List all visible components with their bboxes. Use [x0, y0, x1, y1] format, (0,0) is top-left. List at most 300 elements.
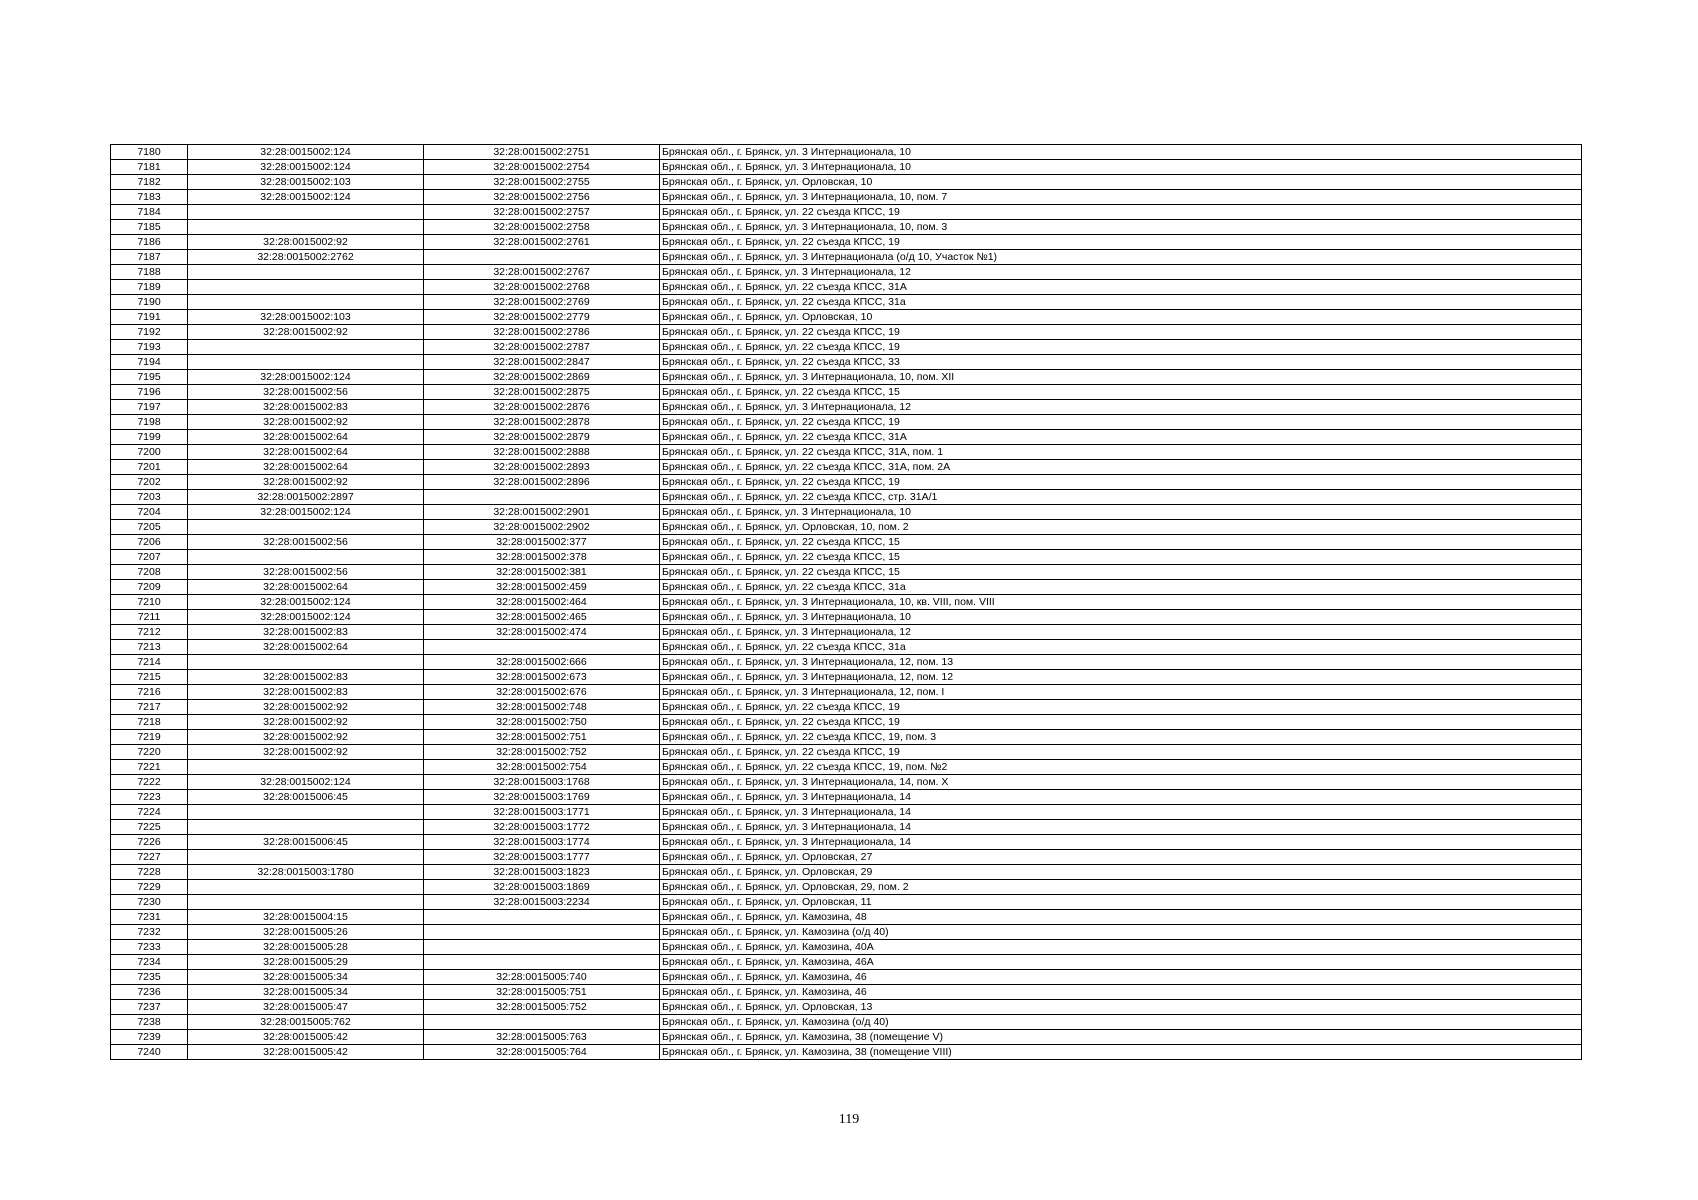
table-row	[111, 685, 1582, 700]
object-number-cell: 32:28:0015003:1769	[424, 790, 660, 805]
row-number-cell: 7215	[111, 670, 188, 685]
table-row	[111, 475, 1582, 490]
row-number-cell: 7191	[111, 310, 188, 325]
row-number-cell: 7189	[111, 280, 188, 295]
object-number-cell: 32:28:0015002:2761	[424, 235, 660, 250]
object-number-cell: 32:28:0015003:1777	[424, 850, 660, 865]
table-row	[111, 925, 1582, 940]
row-number-cell: 7223	[111, 790, 188, 805]
parcel-number-cell: 32:28:0015002:83	[188, 685, 424, 700]
address-cell: Брянская обл., г. Брянск, ул. 3 Интернационала, 10	[660, 505, 1582, 520]
parcel-number-cell: 32:28:0015002:64	[188, 580, 424, 595]
table-row	[111, 625, 1582, 640]
address-cell: Брянская обл., г. Брянск, ул. 3 Интернационала, 12, пом. 13	[660, 655, 1582, 670]
table-row	[111, 490, 1582, 505]
object-number-cell: 32:28:0015005:752	[424, 1000, 660, 1015]
table-row	[111, 460, 1582, 475]
parcel-number-cell	[188, 655, 424, 670]
object-number-cell: 32:28:0015003:2234	[424, 895, 660, 910]
address-cell: Брянская обл., г. Брянск, ул. 22 съезда КПСС, 19	[660, 340, 1582, 355]
row-number-cell: 7212	[111, 625, 188, 640]
object-number-cell: 32:28:0015002:2869	[424, 370, 660, 385]
object-number-cell: 32:28:0015002:378	[424, 550, 660, 565]
parcel-number-cell	[188, 880, 424, 895]
parcel-number-cell: 32:28:0015002:124	[188, 505, 424, 520]
table-row	[111, 655, 1582, 670]
object-number-cell: 32:28:0015002:751	[424, 730, 660, 745]
address-cell: Брянская обл., г. Брянск, ул. 3 Интернационала, 10, пом. 3	[660, 220, 1582, 235]
row-number-cell: 7188	[111, 265, 188, 280]
address-cell: Брянская обл., г. Брянск, ул. 22 съезда КПСС, 15	[660, 535, 1582, 550]
table-row	[111, 610, 1582, 625]
parcel-number-cell: 32:28:0015002:64	[188, 640, 424, 655]
object-number-cell: 32:28:0015002:2758	[424, 220, 660, 235]
parcel-number-cell: 32:28:0015002:56	[188, 565, 424, 580]
parcel-number-cell: 32:28:0015002:92	[188, 730, 424, 745]
parcel-number-cell: 32:28:0015002:56	[188, 535, 424, 550]
row-number-cell: 7232	[111, 925, 188, 940]
row-number-cell: 7192	[111, 325, 188, 340]
table-row	[111, 190, 1582, 205]
table-row	[111, 355, 1582, 370]
object-number-cell: 32:28:0015002:2786	[424, 325, 660, 340]
parcel-number-cell	[188, 550, 424, 565]
address-cell: Брянская обл., г. Брянск, ул. 3 Интернационала, 12	[660, 265, 1582, 280]
address-cell: Брянская обл., г. Брянск, ул. Камозина, 46	[660, 970, 1582, 985]
row-number-cell: 7198	[111, 415, 188, 430]
address-cell: Брянская обл., г. Брянск, ул. Орловская, 27	[660, 850, 1582, 865]
address-cell: Брянская обл., г. Брянск, ул. 3 Интернационала, 14	[660, 805, 1582, 820]
parcel-number-cell: 32:28:0015002:64	[188, 445, 424, 460]
parcel-number-cell	[188, 760, 424, 775]
address-cell: Брянская обл., г. Брянск, ул. 22 съезда КПСС, 31а	[660, 295, 1582, 310]
object-number-cell: 32:28:0015002:2756	[424, 190, 660, 205]
parcel-number-cell: 32:28:0015002:124	[188, 775, 424, 790]
parcel-number-cell: 32:28:0015006:45	[188, 790, 424, 805]
table-row	[111, 970, 1582, 985]
table-row	[111, 820, 1582, 835]
row-number-cell: 7186	[111, 235, 188, 250]
table-row	[111, 835, 1582, 850]
row-number-cell: 7236	[111, 985, 188, 1000]
row-number-cell: 7183	[111, 190, 188, 205]
parcel-number-cell: 32:28:0015005:28	[188, 940, 424, 955]
object-number-cell: 32:28:0015002:2754	[424, 160, 660, 175]
table-row	[111, 535, 1582, 550]
parcel-number-cell: 32:28:0015002:92	[188, 235, 424, 250]
row-number-cell: 7234	[111, 955, 188, 970]
parcel-number-cell: 32:28:0015003:1780	[188, 865, 424, 880]
parcel-number-cell: 32:28:0015002:2762	[188, 250, 424, 265]
table-row	[111, 325, 1582, 340]
object-number-cell: 32:28:0015002:464	[424, 595, 660, 610]
parcel-number-cell: 32:28:0015002:124	[188, 610, 424, 625]
object-number-cell: 32:28:0015002:2751	[424, 145, 660, 160]
object-number-cell: 32:28:0015002:2878	[424, 415, 660, 430]
parcel-number-cell: 32:28:0015005:42	[188, 1045, 424, 1060]
page-number: 119	[838, 1112, 860, 1127]
row-number-cell: 7184	[111, 205, 188, 220]
parcel-number-cell: 32:28:0015005:34	[188, 970, 424, 985]
table-row	[111, 955, 1582, 970]
table-row	[111, 670, 1582, 685]
address-cell: Брянская обл., г. Брянск, ул. 22 съезда КПСС, 31А, пом. 2А	[660, 460, 1582, 475]
table-row	[111, 430, 1582, 445]
table-row	[111, 145, 1582, 160]
row-number-cell: 7201	[111, 460, 188, 475]
object-number-cell: 32:28:0015002:459	[424, 580, 660, 595]
object-number-cell	[424, 490, 660, 505]
object-number-cell: 32:28:0015002:673	[424, 670, 660, 685]
address-cell: Брянская обл., г. Брянск, ул. 22 съезда КПСС, 31а	[660, 640, 1582, 655]
address-cell: Брянская обл., г. Брянск, ул. Камозина, 46А	[660, 955, 1582, 970]
table-row	[111, 445, 1582, 460]
parcel-number-cell: 32:28:0015005:34	[188, 985, 424, 1000]
address-cell: Брянская обл., г. Брянск, ул. Орловская, 10	[660, 310, 1582, 325]
address-cell: Брянская обл., г. Брянск, ул. Камозина (о/д 40)	[660, 925, 1582, 940]
address-cell: Брянская обл., г. Брянск, ул. Орловская, 10, пом. 2	[660, 520, 1582, 535]
row-number-cell: 7195	[111, 370, 188, 385]
parcel-number-cell: 32:28:0015002:92	[188, 700, 424, 715]
table-row	[111, 745, 1582, 760]
address-cell: Брянская обл., г. Брянск, ул. 3 Интернационала, 10	[660, 160, 1582, 175]
object-number-cell: 32:28:0015002:666	[424, 655, 660, 670]
address-cell: Брянская обл., г. Брянск, ул. 22 съезда КПСС, 33	[660, 355, 1582, 370]
table-row	[111, 385, 1582, 400]
row-number-cell: 7238	[111, 1015, 188, 1030]
table-row	[111, 205, 1582, 220]
table-row	[111, 235, 1582, 250]
object-number-cell: 32:28:0015002:752	[424, 745, 660, 760]
row-number-cell: 7187	[111, 250, 188, 265]
parcel-number-cell: 32:28:0015002:124	[188, 160, 424, 175]
object-number-cell: 32:28:0015002:2902	[424, 520, 660, 535]
row-number-cell: 7197	[111, 400, 188, 415]
table-row	[111, 580, 1582, 595]
table-row	[111, 520, 1582, 535]
address-cell: Брянская обл., г. Брянск, ул. 22 съезда КПСС, 19	[660, 745, 1582, 760]
object-number-cell	[424, 250, 660, 265]
parcel-number-cell: 32:28:0015002:92	[188, 745, 424, 760]
table-row	[111, 295, 1582, 310]
address-cell: Брянская обл., г. Брянск, ул. 3 Интернационала, 12, пом. 12	[660, 670, 1582, 685]
parcel-number-cell: 32:28:0015002:124	[188, 145, 424, 160]
object-number-cell: 32:28:0015002:676	[424, 685, 660, 700]
address-cell: Брянская обл., г. Брянск, ул. 22 съезда КПСС, 31А	[660, 280, 1582, 295]
address-cell: Брянская обл., г. Брянск, ул. Орловская, 10	[660, 175, 1582, 190]
parcel-number-cell	[188, 280, 424, 295]
row-number-cell: 7200	[111, 445, 188, 460]
address-cell: Брянская обл., г. Брянск, ул. 3 Интернационала, 12	[660, 400, 1582, 415]
address-cell: Брянская обл., г. Брянск, ул. 22 съезда КПСС, 31а	[660, 580, 1582, 595]
address-cell: Брянская обл., г. Брянск, ул. 3 Интернационала, 14, пом. X	[660, 775, 1582, 790]
row-number-cell: 7218	[111, 715, 188, 730]
table-row	[111, 310, 1582, 325]
table-row	[111, 565, 1582, 580]
object-number-cell: 32:28:0015002:2787	[424, 340, 660, 355]
table-row	[111, 850, 1582, 865]
address-cell: Брянская обл., г. Брянск, ул. 22 съезда КПСС, 19	[660, 715, 1582, 730]
parcel-number-cell	[188, 220, 424, 235]
table-row	[111, 985, 1582, 1000]
object-number-cell: 32:28:0015002:2847	[424, 355, 660, 370]
row-number-cell: 7210	[111, 595, 188, 610]
parcel-number-cell	[188, 340, 424, 355]
address-cell: Брянская обл., г. Брянск, ул. 3 Интернационала, 12	[660, 625, 1582, 640]
parcel-number-cell: 32:28:0015005:42	[188, 1030, 424, 1045]
address-cell: Брянская обл., г. Брянск, ул. Камозина, 38 (помещение VIII)	[660, 1045, 1582, 1060]
parcel-number-cell: 32:28:0015005:29	[188, 955, 424, 970]
row-number-cell: 7196	[111, 385, 188, 400]
row-number-cell: 7224	[111, 805, 188, 820]
parcel-number-cell: 32:28:0015005:762	[188, 1015, 424, 1030]
parcel-number-cell	[188, 820, 424, 835]
parcel-number-cell: 32:28:0015004:15	[188, 910, 424, 925]
row-number-cell: 7203	[111, 490, 188, 505]
address-cell: Брянская обл., г. Брянск, ул. 3 Интернационала, 10, кв. VIII, пом. VIII	[660, 595, 1582, 610]
parcel-number-cell: 32:28:0015002:83	[188, 625, 424, 640]
table-row	[111, 1030, 1582, 1045]
row-number-cell: 7194	[111, 355, 188, 370]
object-number-cell: 32:28:0015002:2757	[424, 205, 660, 220]
object-number-cell: 32:28:0015002:2769	[424, 295, 660, 310]
parcel-number-cell: 32:28:0015005:26	[188, 925, 424, 940]
table-row	[111, 220, 1582, 235]
parcel-number-cell	[188, 205, 424, 220]
table-row	[111, 175, 1582, 190]
row-number-cell: 7228	[111, 865, 188, 880]
table-row	[111, 895, 1582, 910]
object-number-cell	[424, 640, 660, 655]
row-number-cell: 7206	[111, 535, 188, 550]
parcel-number-cell	[188, 850, 424, 865]
row-number-cell: 7213	[111, 640, 188, 655]
object-number-cell: 32:28:0015002:465	[424, 610, 660, 625]
address-cell: Брянская обл., г. Брянск, ул. 22 съезда КПСС, 19	[660, 475, 1582, 490]
object-number-cell: 32:28:0015002:748	[424, 700, 660, 715]
row-number-cell: 7229	[111, 880, 188, 895]
address-cell: Брянская обл., г. Брянск, ул. Камозина, 38 (помещение V)	[660, 1030, 1582, 1045]
parcel-number-cell	[188, 355, 424, 370]
address-cell: Брянская обл., г. Брянск, ул. 3 Интернационала, 14	[660, 790, 1582, 805]
address-cell: Брянская обл., г. Брянск, ул. Орловская, 11	[660, 895, 1582, 910]
parcel-number-cell: 32:28:0015002:92	[188, 415, 424, 430]
object-number-cell: 32:28:0015002:2767	[424, 265, 660, 280]
object-number-cell: 32:28:0015002:2779	[424, 310, 660, 325]
row-number-cell: 7233	[111, 940, 188, 955]
address-cell: Брянская обл., г. Брянск, ул. 22 съезда КПСС, 15	[660, 565, 1582, 580]
object-number-cell	[424, 925, 660, 940]
table-row	[111, 760, 1582, 775]
row-number-cell: 7205	[111, 520, 188, 535]
parcel-number-cell: 32:28:0015002:92	[188, 475, 424, 490]
table-row	[111, 1000, 1582, 1015]
address-cell: Брянская обл., г. Брянск, ул. 22 съезда КПСС, 15	[660, 550, 1582, 565]
parcel-number-cell: 32:28:0015002:124	[188, 595, 424, 610]
parcel-number-cell: 32:28:0015002:103	[188, 175, 424, 190]
object-number-cell: 32:28:0015003:1823	[424, 865, 660, 880]
object-number-cell: 32:28:0015002:474	[424, 625, 660, 640]
object-number-cell: 32:28:0015002:754	[424, 760, 660, 775]
object-number-cell: 32:28:0015002:2888	[424, 445, 660, 460]
row-number-cell: 7239	[111, 1030, 188, 1045]
address-cell: Брянская обл., г. Брянск, ул. Орловская, 13	[660, 1000, 1582, 1015]
address-cell: Брянская обл., г. Брянск, ул. Камозина, 40А	[660, 940, 1582, 955]
table-row	[111, 415, 1582, 430]
address-cell: Брянская обл., г. Брянск, ул. 22 съезда КПСС, 19	[660, 325, 1582, 340]
parcel-number-cell: 32:28:0015002:124	[188, 190, 424, 205]
row-number-cell: 7221	[111, 760, 188, 775]
table-row	[111, 715, 1582, 730]
row-number-cell: 7199	[111, 430, 188, 445]
address-cell: Брянская обл., г. Брянск, ул. Орловская, 29, пом. 2	[660, 880, 1582, 895]
table-row	[111, 400, 1582, 415]
row-number-cell: 7231	[111, 910, 188, 925]
row-number-cell: 7193	[111, 340, 188, 355]
object-number-cell: 32:28:0015002:2875	[424, 385, 660, 400]
row-number-cell: 7208	[111, 565, 188, 580]
parcel-number-cell: 32:28:0015002:83	[188, 670, 424, 685]
object-number-cell	[424, 1015, 660, 1030]
table-row	[111, 640, 1582, 655]
object-number-cell	[424, 940, 660, 955]
parcel-number-cell: 32:28:0015002:92	[188, 325, 424, 340]
table-row	[111, 865, 1582, 880]
object-number-cell: 32:28:0015005:751	[424, 985, 660, 1000]
table-row	[111, 595, 1582, 610]
address-cell: Брянская обл., г. Брянск, ул. Орловская, 29	[660, 865, 1582, 880]
object-number-cell: 32:28:0015002:2893	[424, 460, 660, 475]
address-cell: Брянская обл., г. Брянск, ул. Камозина, 48	[660, 910, 1582, 925]
table-row	[111, 340, 1582, 355]
parcel-number-cell	[188, 805, 424, 820]
table-row	[111, 370, 1582, 385]
table-row	[111, 505, 1582, 520]
row-number-cell: 7180	[111, 145, 188, 160]
cadastral-table	[110, 144, 1582, 1060]
row-number-cell: 7237	[111, 1000, 188, 1015]
address-cell: Брянская обл., г. Брянск, ул. 22 съезда КПСС, 19	[660, 700, 1582, 715]
row-number-cell: 7207	[111, 550, 188, 565]
table-row	[111, 805, 1582, 820]
row-number-cell: 7182	[111, 175, 188, 190]
row-number-cell: 7230	[111, 895, 188, 910]
address-cell: Брянская обл., г. Брянск, ул. 22 съезда КПСС, 19	[660, 235, 1582, 250]
table-row	[111, 940, 1582, 955]
parcel-number-cell: 32:28:0015006:45	[188, 835, 424, 850]
object-number-cell: 32:28:0015003:1869	[424, 880, 660, 895]
object-number-cell: 32:28:0015002:2768	[424, 280, 660, 295]
row-number-cell: 7216	[111, 685, 188, 700]
parcel-number-cell: 32:28:0015002:64	[188, 460, 424, 475]
address-cell: Брянская обл., г. Брянск, ул. 3 Интернационала, 10, пом. XII	[660, 370, 1582, 385]
row-number-cell: 7227	[111, 850, 188, 865]
parcel-number-cell: 32:28:0015002:103	[188, 310, 424, 325]
parcel-number-cell: 32:28:0015002:2897	[188, 490, 424, 505]
row-number-cell: 7217	[111, 700, 188, 715]
row-number-cell: 7226	[111, 835, 188, 850]
table-row	[111, 790, 1582, 805]
address-cell: Брянская обл., г. Брянск, ул. 22 съезда КПСС, 31А, пом. 1	[660, 445, 1582, 460]
object-number-cell: 32:28:0015003:1772	[424, 820, 660, 835]
parcel-number-cell	[188, 520, 424, 535]
address-cell: Брянская обл., г. Брянск, ул. 22 съезда КПСС, 15	[660, 385, 1582, 400]
table-row	[111, 1015, 1582, 1030]
table-row	[111, 160, 1582, 175]
object-number-cell: 32:28:0015005:740	[424, 970, 660, 985]
address-cell: Брянская обл., г. Брянск, ул. 22 съезда КПСС, 19, пом. 3	[660, 730, 1582, 745]
table-row	[111, 250, 1582, 265]
object-number-cell	[424, 910, 660, 925]
row-number-cell: 7202	[111, 475, 188, 490]
address-cell: Брянская обл., г. Брянск, ул. 3 Интернационала, 14	[660, 820, 1582, 835]
address-cell: Брянская обл., г. Брянск, ул. 3 Интернационала, 12, пом. I	[660, 685, 1582, 700]
row-number-cell: 7220	[111, 745, 188, 760]
row-number-cell: 7204	[111, 505, 188, 520]
row-number-cell: 7185	[111, 220, 188, 235]
table-row	[111, 550, 1582, 565]
address-cell: Брянская обл., г. Брянск, ул. 3 Интернационала, 10	[660, 145, 1582, 160]
object-number-cell: 32:28:0015003:1768	[424, 775, 660, 790]
parcel-number-cell: 32:28:0015002:92	[188, 715, 424, 730]
parcel-number-cell: 32:28:0015002:56	[188, 385, 424, 400]
address-cell: Брянская обл., г. Брянск, ул. 22 съезда КПСС, 19	[660, 205, 1582, 220]
parcel-number-cell: 32:28:0015002:64	[188, 430, 424, 445]
address-cell: Брянская обл., г. Брянск, ул. 22 съезда КПСС, 31А	[660, 430, 1582, 445]
table-row	[111, 880, 1582, 895]
address-cell: Брянская обл., г. Брянск, ул. 3 Интернационала, 10, пом. 7	[660, 190, 1582, 205]
parcel-number-cell	[188, 265, 424, 280]
parcel-number-cell	[188, 895, 424, 910]
parcel-number-cell: 32:28:0015002:83	[188, 400, 424, 415]
row-number-cell: 7181	[111, 160, 188, 175]
object-number-cell: 32:28:0015003:1774	[424, 835, 660, 850]
object-number-cell: 32:28:0015003:1771	[424, 805, 660, 820]
table-row	[111, 1045, 1582, 1060]
address-cell: Брянская обл., г. Брянск, ул. 22 съезда КПСС, 19	[660, 415, 1582, 430]
object-number-cell: 32:28:0015002:2876	[424, 400, 660, 415]
row-number-cell: 7225	[111, 820, 188, 835]
row-number-cell: 7214	[111, 655, 188, 670]
object-number-cell: 32:28:0015002:2879	[424, 430, 660, 445]
object-number-cell: 32:28:0015005:764	[424, 1045, 660, 1060]
row-number-cell: 7222	[111, 775, 188, 790]
object-number-cell: 32:28:0015002:2896	[424, 475, 660, 490]
object-number-cell: 32:28:0015002:2755	[424, 175, 660, 190]
object-number-cell	[424, 955, 660, 970]
table-row	[111, 910, 1582, 925]
address-cell: Брянская обл., г. Брянск, ул. 22 съезда КПСС, стр. 31А/1	[660, 490, 1582, 505]
object-number-cell: 32:28:0015002:750	[424, 715, 660, 730]
table-row	[111, 730, 1582, 745]
row-number-cell: 7190	[111, 295, 188, 310]
object-number-cell: 32:28:0015002:377	[424, 535, 660, 550]
address-cell: Брянская обл., г. Брянск, ул. 3 Интернационала (о/д 10, Участок №1)	[660, 250, 1582, 265]
cadastral-table-body	[111, 145, 1582, 1060]
parcel-number-cell: 32:28:0015005:47	[188, 1000, 424, 1015]
row-number-cell: 7219	[111, 730, 188, 745]
object-number-cell: 32:28:0015002:381	[424, 565, 660, 580]
table-row	[111, 775, 1582, 790]
address-cell: Брянская обл., г. Брянск, ул. 3 Интернационала, 10	[660, 610, 1582, 625]
row-number-cell: 7240	[111, 1045, 188, 1060]
table-row	[111, 265, 1582, 280]
address-cell: Брянская обл., г. Брянск, ул. 3 Интернационала, 14	[660, 835, 1582, 850]
table-row	[111, 280, 1582, 295]
address-cell: Брянская обл., г. Брянск, ул. Камозина (о/д 40)	[660, 1015, 1582, 1030]
address-cell: Брянская обл., г. Брянск, ул. 22 съезда КПСС, 19, пом. №2	[660, 760, 1582, 775]
address-cell: Брянская обл., г. Брянск, ул. Камозина, 46	[660, 985, 1582, 1000]
